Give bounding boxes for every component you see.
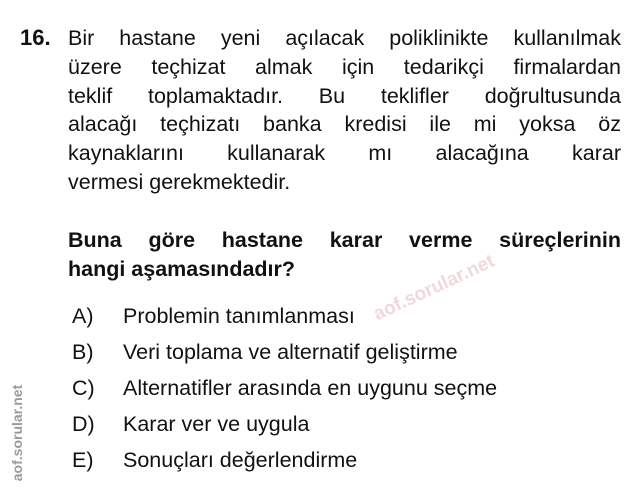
option-e[interactable]: [72, 444, 497, 480]
option-text: Problemin tanımlanması: [123, 304, 355, 328]
option-letter: D): [72, 412, 95, 436]
option-d[interactable]: [72, 408, 497, 444]
stem-line: kaynaklarını kullanarak mı alacağına karar: [68, 141, 621, 166]
prompt-line: hangi aşamasındadır?: [68, 256, 296, 281]
stem-line: Bir hastane yeni açılacak poliklinikte kullanılmak: [68, 26, 621, 50]
option-a[interactable]: [72, 300, 497, 336]
option-letter: E): [72, 448, 94, 472]
question-stem: [68, 24, 621, 197]
option-letter: B): [72, 340, 94, 364]
answer-options: [72, 300, 497, 480]
option-c[interactable]: [72, 372, 497, 408]
option-text: Sonuçları değerlendirme: [123, 448, 358, 472]
option-text: Veri toplama ve alternatif geliştirme: [123, 340, 458, 364]
stem-line: teklif toplamaktadır. Bu teklifler doğrultusunda: [68, 83, 621, 108]
stem-line: üzere teçhizat almak için tedarikçi firmalardan: [68, 54, 621, 79]
side-watermark: aof.sorular.net: [9, 384, 25, 482]
option-text: Alternatifler arasında en uygunu seçme: [123, 376, 498, 400]
question-prompt: [68, 226, 621, 283]
option-letter: A): [72, 304, 94, 328]
question-number: 16.: [20, 25, 51, 50]
option-letter: C): [72, 376, 95, 400]
option-text: Karar ver ve uygula: [123, 412, 310, 436]
prompt-line: Buna göre hastane karar verme süreçlerinin: [68, 228, 621, 252]
stem-line: alacağı teçhizatı banka kredisi ile mi yoksa öz: [68, 112, 621, 137]
stem-line: vermesi gerekmektedir.: [68, 169, 291, 194]
option-b[interactable]: [72, 336, 497, 372]
watermark: aof.sorular.net: [370, 250, 498, 326]
